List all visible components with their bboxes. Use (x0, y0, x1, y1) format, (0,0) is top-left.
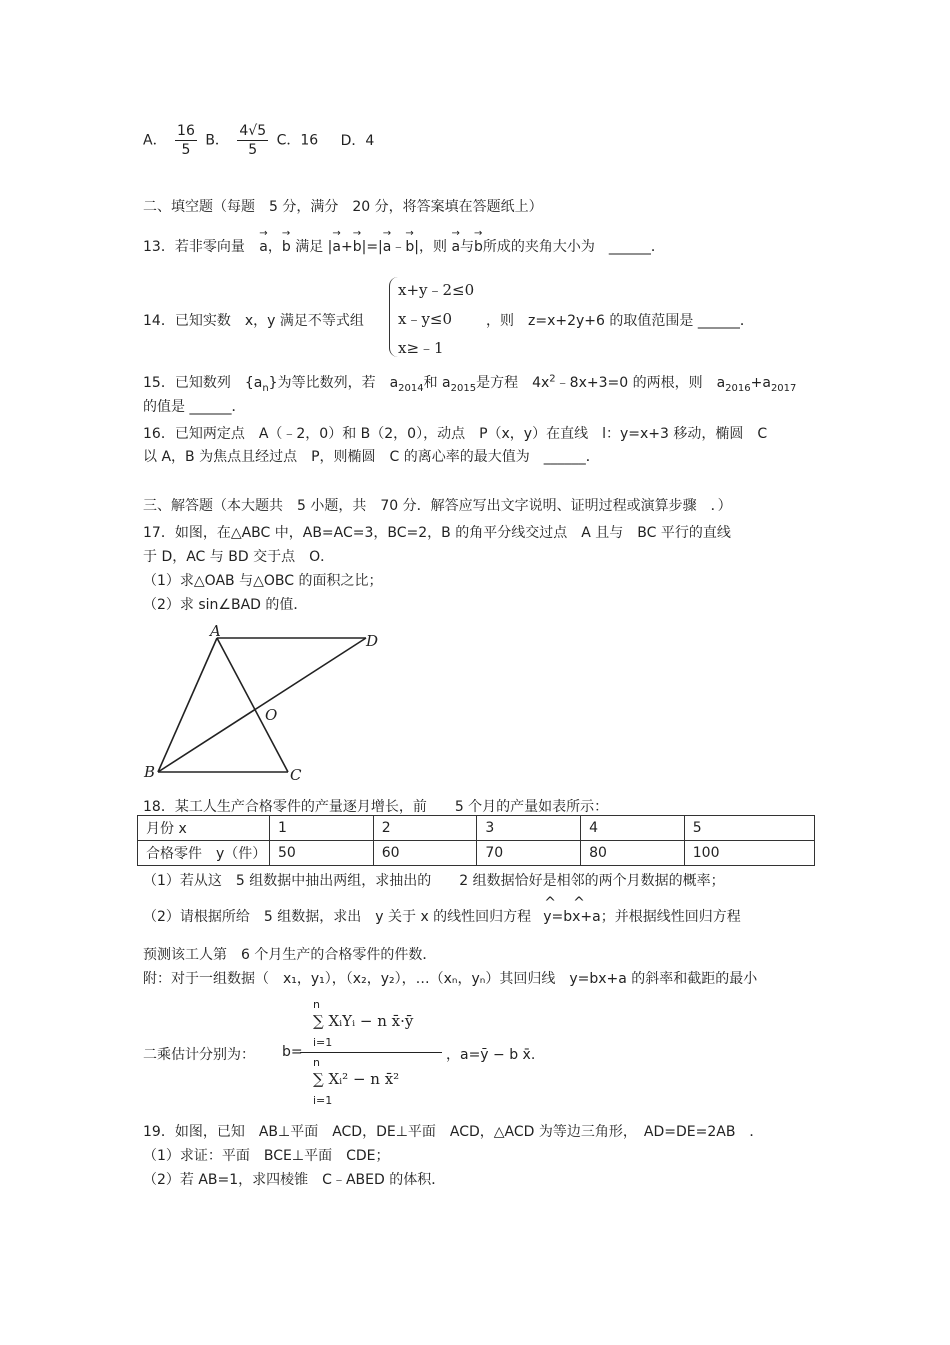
table-row (138, 841, 815, 866)
q17-part2: （2）求 sin∠BAD 的值． (143, 597, 308, 613)
label-D: D (366, 632, 379, 650)
q17-line1: 17．如图，在△ABC 中，AB=AC=3，BC=2，B 的角平分线交过点 A 且与 BC 平行的直线 (143, 525, 731, 541)
table-cell: 5 (684, 816, 814, 841)
production-table (137, 815, 815, 866)
table-cell: 4 (581, 816, 685, 841)
q18-intro: 18．某工人生产合格零件的产量逐月增长，前 5 个月的产量如表所示： (143, 799, 609, 815)
label-C: C (290, 766, 302, 784)
q17-part1: （1）求△OAB 与△OBC 的面积之比； (143, 573, 383, 589)
table-cell: 1 (270, 816, 374, 841)
least-squares-label: 二乘估计分别为： (143, 1047, 255, 1063)
line-AB (158, 638, 217, 772)
q14-ineq-2: x﹣y≤0 (398, 310, 453, 328)
q14-prefix: 14．已知实数 x，y 满足不等式组 (143, 313, 364, 329)
b-equals: b= (282, 1044, 303, 1060)
section2-heading: 二、填空题（每题 5 分，满分 20 分，将答案填在答题纸上） (143, 199, 543, 215)
q13: 13．若非零向量 → a，→ b 满足 |→ a+→ b|=|→ a﹣→ b|，则 → a与→ b所成的夹角大小为 ______． (143, 236, 665, 256)
vector-a: → a (259, 239, 268, 255)
table-cell: 月份 x (138, 816, 270, 841)
table-cell: 70 (477, 841, 581, 866)
q12-options (143, 122, 374, 159)
option-c: C．16 (276, 132, 319, 149)
q16-line2: 以 A，B 为焦点且经过点 P，则椭圆 C 的离心率的最大值为 ______． (143, 449, 600, 465)
option-d: D．4 (340, 132, 375, 149)
formula-denominator: ∑ Xᵢ² − n x̄² (313, 1070, 400, 1088)
vector-b: → b (282, 239, 291, 255)
q19-part2: （2）若 AB=1，求四棱锥 C﹣ABED 的体积． (143, 1172, 446, 1188)
table-cell: 100 (684, 841, 814, 866)
q14-tail: ，则 z=x+2y+6 的取值范围是 ______． (486, 313, 754, 329)
table-cell: 50 (270, 841, 374, 866)
q14-ineq-1: x+y﹣2≤0 (398, 281, 475, 299)
triangle-figure (140, 622, 390, 787)
table-cell: 80 (581, 841, 685, 866)
section3-heading: 三、解答题（本大题共 5 小题，共 70 分．解答应写出文字说明、证明过程或演算步骤 ．） (143, 498, 732, 514)
system-brace (389, 277, 398, 357)
table-cell: 合格零件 y（件） (138, 841, 270, 866)
option-a-fraction: $\frac{16}{5}$ (177, 123, 195, 158)
table-row (138, 816, 815, 841)
q15-line1: 15．已知数列 $\{a_n\}$为等比数列，若 $a_{2014}$和 $a_{2015}$是方程 $4x^2﹣8x+3=0$ 的两根，则 $a_{2016}+a_{2017}$ (143, 373, 797, 394)
label-B: B (144, 763, 156, 781)
option-a-label: A． (143, 132, 167, 149)
label-A: A (210, 622, 221, 640)
q18-part2-line2: 预测该工人第 6 个月生产的合格零件的件数． (143, 947, 437, 963)
q18-part1: （1）若从这 5 组数据中抽出两组，求抽出的 2 组数据恰好是相邻的两个月数据的概率； (143, 873, 725, 889)
q19-part1: （1）求证：平面 BCE⊥平面 CDE； (143, 1148, 390, 1164)
label-O: O (265, 706, 278, 724)
formula-numerator: ∑ XᵢYᵢ − n x̄·ȳ (313, 1012, 414, 1030)
fraction-bar (300, 1052, 442, 1053)
q18-part2: （2）请根据所给 5 组数据，求出 y 关于 x 的线性回归方程^ y=b^ x+a；并根据线性回归方程 (143, 906, 741, 926)
q18-appendix: 附：对于一组数据（ x₁，y₁），（x₂，y₂），…（xₙ，yₙ）其回归线 y=bx+a 的斜率和截距的最小 (143, 971, 758, 987)
q17-line2: 于 D，AC 与 BD 交于点 O． (143, 549, 335, 565)
q19-line1: 19．如图，已知 AB⊥平面 ACD，DE⊥平面 ACD，△ACD 为等边三角形， AD=DE=2AB ． (143, 1124, 764, 1140)
line-AC (217, 638, 288, 772)
q16-line1: 16．已知两定点 A（﹣2，0）和 B（2，0），动点 P（x，y）在直线 l：y=x+3 移动，椭圆 C (143, 426, 768, 442)
line-BD (158, 638, 366, 772)
table-cell: 60 (373, 841, 477, 866)
q14-ineq-3: x≥﹣1 (398, 339, 444, 357)
q15-line2: 的值是 ______． (143, 399, 246, 415)
option-b-label: B． (205, 132, 229, 149)
option-b-fraction: $\frac{4√5}{5}$ (239, 123, 267, 158)
table-cell: 2 (373, 816, 477, 841)
table-cell: 3 (477, 816, 581, 841)
a-formula: ，a=ȳ − b x̄. (446, 1047, 536, 1063)
